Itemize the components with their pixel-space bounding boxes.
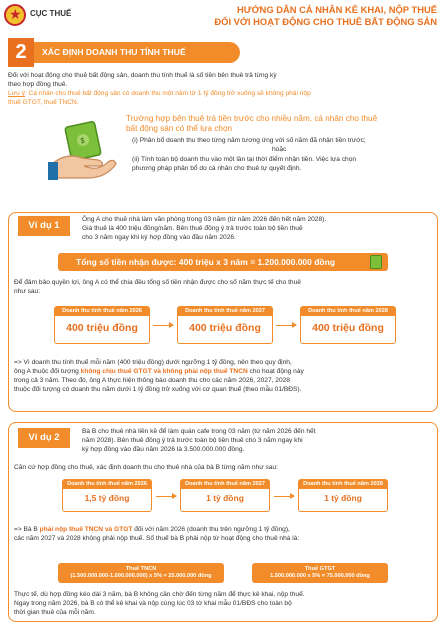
case-option-2 <box>132 156 422 173</box>
page-header <box>0 0 445 36</box>
tax-gtgt-label: Thuế GTGT <box>304 566 336 572</box>
year-card-value: 400 triệu đồng <box>312 321 384 334</box>
option2-line2: phương pháp phân bổ do cá nhân cho thuê tự quyết định. <box>132 164 302 172</box>
total-text: Tổng số tiền nhận được: 400 triệu x 3 năm = 1.200.000.000 đồng <box>76 257 336 267</box>
ex2-concl-line1-a: => Bà B <box>14 526 40 533</box>
ex1-concl-line1: => Vì doanh thu tính thuế mỗi năm (400 triệu đồng) dưới ngưỡng 1 tỷ đồng, nên theo quy định, <box>14 359 292 366</box>
ex2-year-card-2028 <box>298 479 388 512</box>
arrow-icon <box>274 496 294 497</box>
ex2-line3: ký hợp đồng vào đầu năm 2026 là 3.500.000.000 đồng. <box>82 446 245 453</box>
ex1-line2: Giá thuê là 400 triệu đồng/năm. Bên thuê đồng ý trả trước toàn bộ tiền thuê <box>82 225 303 232</box>
case-heading-line2: bất động sản có thể lựa chọn <box>126 124 233 133</box>
ex2-final-line1: Thực tế, dù hợp đồng kéo dài 3 năm, bà B không cần chờ đến từng năm để thực kê khai, nộp thuế. <box>14 591 305 598</box>
ex2-line1: Bà B cho thuê nhà liền kề để làm quán cafe trong 03 năm (từ năm 2026 đến hết <box>82 428 316 435</box>
example-2-description <box>82 427 432 454</box>
intro-line1: Đối với hoạt động cho thuê bất động sản, doanh thu tính thuế là số tiền bên thuê trả từng kỳ <box>8 72 277 79</box>
example-2-final <box>14 590 434 617</box>
year-card-value: 1 tỷ đồng <box>324 492 362 503</box>
ex1-year-card-2026 <box>54 306 150 344</box>
ex1-concl-line2-c: cho hoạt động này <box>247 368 304 375</box>
ex1-after-line2: như sau: <box>14 288 41 295</box>
tax-emblem-icon <box>4 4 26 26</box>
year-card-head: Doanh thu tính thuế năm 2027 <box>178 307 272 316</box>
case-option-1 <box>132 137 422 154</box>
arrow-icon <box>156 496 176 497</box>
section-title: XÁC ĐỊNH DOANH THU TÍNH THUẾ <box>42 47 186 57</box>
ex1-concl-line2-a: ông A thuộc đối tượng <box>14 368 81 375</box>
example-1-after <box>14 278 434 296</box>
option2-line1: (ii) Tính toàn bộ doanh thu vào một lần tại thời điểm nhận tiền. Việc lựa chọn <box>132 156 357 163</box>
year-card-head: Doanh thu tính thuế năm 2027 <box>181 480 269 489</box>
money-icon <box>370 255 382 269</box>
tax-tncn-formula: (1.500.000.000-1.000.000.000) x 5% = 25.000.000 đồng <box>70 573 212 579</box>
guide-title-line1: HƯỚNG DẪN CÁ NHÂN KÊ KHAI, NỘP THUẾ <box>237 4 437 15</box>
intro-paragraph <box>8 71 438 107</box>
ex1-concl-line3: trong cả 3 năm. Theo đó, ông A thực hiện thông báo doanh thu cho các năm 2026, 2027, 2028 <box>14 377 290 384</box>
ex2-concl-line1 <box>14 525 434 534</box>
intro-note <box>8 89 438 98</box>
ex2-concl-line1-c: đối với năm 2026 (doanh thu trên ngưỡng 1 tỷ đồng), <box>132 526 290 533</box>
tax-tncn-card <box>58 563 224 583</box>
ex1-concl-line2 <box>14 367 434 376</box>
guide-title <box>214 4 437 27</box>
ex2-concl-highlight: phải nộp thuế TNCN và GTGT <box>39 526 133 533</box>
ex2-basis: Căn cứ hợp đồng cho thuê, xác định doanh thu cho thuê nhà của bà B từng năm như sau: <box>14 464 278 471</box>
option1-line2: hoặc <box>272 145 287 153</box>
example-2-tag: Ví dụ 2 <box>18 428 70 448</box>
section-header <box>8 42 240 63</box>
ex1-concl-highlight: không chịu thuế GTGT và không phải nộp thuế TNCN <box>80 368 248 375</box>
year-card-head: Doanh thu tính thuế năm 2028 <box>299 480 387 489</box>
year-card-head: Doanh thu tính thuế năm 2026 <box>63 480 151 489</box>
example-1-description <box>82 215 432 242</box>
note-label: Lưu ý <box>8 90 25 97</box>
option1-line1: (i) Phân bổ doanh thu theo từng năm tương ứng với số năm đã nhận tiền trước; <box>132 137 366 144</box>
ex1-line1: Ông A cho thuê nhà làm văn phòng trong 03 năm (từ năm 2026 đến hết năm 2028). <box>82 216 327 223</box>
tax-tncn-label: Thuế TNCN <box>125 566 157 572</box>
ex2-concl-line2: các năm 2027 và 2028 không phải nộp thuế. Số thuế bà B phải nộp từ hoạt động cho thuê nhà là: <box>14 535 300 542</box>
year-card-value: 1 tỷ đồng <box>206 492 244 503</box>
arrow-icon <box>153 325 173 326</box>
tax-gtgt-formula: 1.500.000.000 x 5% = 75.000.000 đồng <box>270 573 370 579</box>
example-1-tag: Ví dụ 1 <box>18 216 70 236</box>
ex1-after-line1: Để đảm bảo quyền lợi, ông A có thể chia đều tổng số tiền nhận được cho số năm thực tế cho thuê <box>14 279 301 286</box>
year-card-head: Doanh thu tính thuế năm 2028 <box>301 307 395 316</box>
year-card-value: 400 triệu đồng <box>189 321 261 334</box>
case-heading-line1: Trường hợp bên thuê trả tiền trước cho nhiều năm, cá nhân cho thuê <box>126 114 378 123</box>
svg-text:$: $ <box>80 136 86 145</box>
ex2-final-line3: thời gian thuê của mỗi năm. <box>14 609 96 616</box>
year-card-head: Doanh thu tính thuế năm 2026 <box>55 307 149 316</box>
example-2-conclusion <box>14 525 434 543</box>
ex2-final-line2: Ngay trong năm 2026, bà B có thể kê khai và nộp cùng lúc 03 tờ khai mẫu 01/BĐS cho toàn bộ <box>14 600 292 607</box>
ex2-year-card-2027 <box>180 479 270 512</box>
ex1-line3: cho 3 năm ngay khi ký hợp đồng vào đầu năm 2026. <box>82 234 236 241</box>
year-card-value: 1,5 tỷ đồng <box>84 492 130 503</box>
year-card-value: 400 triệu đồng <box>66 321 138 334</box>
prepaid-case-box <box>38 110 422 196</box>
case-heading <box>126 114 416 134</box>
example-1-total <box>58 253 388 271</box>
ex1-year-card-2028 <box>300 306 396 344</box>
intro-line2: theo hợp đồng thuê. <box>8 81 68 88</box>
note-line1: : Cá nhân cho thuê bất động sản có doanh thu một năm từ 1 tỷ đồng trở xuống sẽ không phải nộp <box>24 90 311 97</box>
tax-gtgt-card <box>252 563 388 583</box>
example-1-conclusion <box>14 358 434 394</box>
ex1-concl-line4: thuộc đối tượng có doanh thu năm dưới 1 tỷ đồng trở xuống với cơ quan thuế (theo mẫu 01/BĐS). <box>14 386 302 393</box>
ex2-year-card-2026 <box>62 479 152 512</box>
hand-money-icon <box>48 118 118 182</box>
ex2-line2: năm 2028). Bên thuê đồng ý trả trước toàn bộ tiền thuê cho 3 năm ngay khi <box>82 437 303 444</box>
note-line2: thuế GTGT, thuế TNCN. <box>8 99 79 106</box>
guide-title-line2: ĐỐI VỚI HOẠT ĐỘNG CHO THUÊ BẤT ĐỘNG SẢN <box>214 15 437 27</box>
agency-name: CỤC THUẾ <box>30 9 72 18</box>
section-number: 2 <box>8 38 34 67</box>
arrow-icon <box>276 325 296 326</box>
ex1-year-card-2027 <box>177 306 273 344</box>
